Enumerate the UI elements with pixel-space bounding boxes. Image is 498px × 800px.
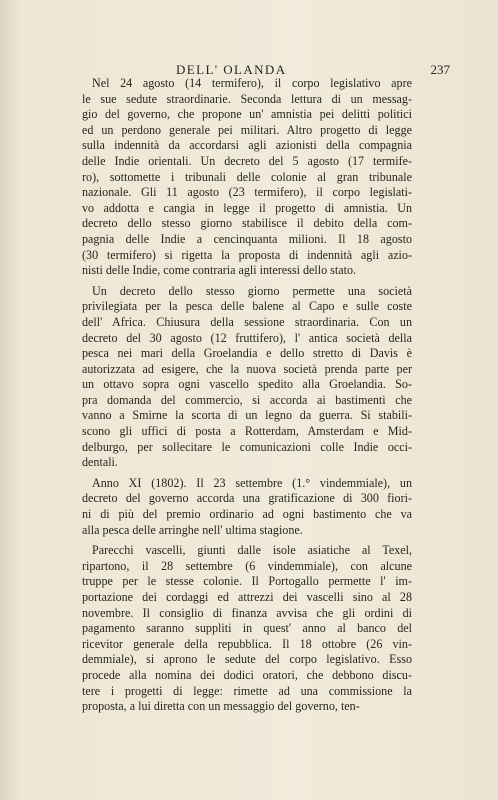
text-line: procede alla nomina dei dodici oratori, che debbono discu- — [82, 667, 412, 682]
text-line: ni di più del premio ordinario ad ogni bastimento che va — [82, 507, 412, 522]
text-line: delle Indie orientali. Un decreto del 5 agosto (17 termife- — [82, 153, 412, 168]
text-line: Anno XI (1802). Il 23 settembre (1.° vindemmiale), un — [92, 475, 412, 490]
text-line: sulla indennità da accordarsi agli azionisti della compagnia — [82, 138, 412, 153]
text-line: novembre. Il consiglio di finanza avvisa che gli ordini di — [82, 605, 412, 620]
text-line: demmiale), si aprono le sedute del corpo legislativo. Esso — [82, 652, 412, 667]
text-line: Nel 24 agosto (14 termifero), il corpo legislativo apre — [92, 76, 412, 90]
text-line: dell' Africa. Chiusura della sessione straordinaria. Con un — [82, 314, 412, 329]
paragraph — [82, 476, 412, 538]
text-line: Parecchi vascelli, giunti dalle isole asiatiche al Texel, — [92, 543, 412, 558]
text-line: (30 termifero) si rigetta la proposta di indennità agli azio- — [82, 247, 412, 262]
paragraph — [82, 543, 412, 715]
text-line: pesca nei mari della Groelandia e dello stretto di Davis è — [82, 346, 412, 361]
page-number: 237 — [430, 62, 450, 77]
text-line: truppe per le stesse colonie. Il Portogallo permette l' im- — [82, 574, 412, 589]
text-line: nisti delle Indie, come contraria agli interessi dello stato. — [82, 263, 357, 278]
text-line: dentali. — [82, 455, 118, 470]
text-line: autorizzata ad esigere, che la nuova società prenda parte per — [82, 361, 412, 376]
text-line: Un decreto dello stesso giorno permette una società — [92, 283, 412, 298]
paragraph — [82, 284, 412, 471]
text-line: le sue sedute straordinarie. Seconda lettura di un messag- — [82, 91, 412, 106]
text-line: delburgo, per sollecitare le comunicazioni colle Indie occi- — [82, 439, 412, 454]
text-line: decreto dello stesso giorno stabilisce il debito della com- — [82, 216, 412, 231]
text-line: nazionale. Gli 11 agosto (23 termifero), il corpo legislati- — [82, 185, 412, 200]
paragraph — [82, 76, 412, 279]
text-line: scono gli uffici di posta a Rotterdam, Amsterdam e Mid- — [82, 424, 412, 439]
text-line: ripartono, il 28 settembre (6 vindemmiale), con alcune — [82, 558, 412, 573]
text-line: ro), sottomette i tribunali delle colonie al gran tribunale — [82, 169, 412, 184]
text-line: pagamento saranno suppliti in quest' anno al banco del — [82, 621, 412, 636]
running-title: DELL' OLANDA — [176, 62, 287, 77]
text-line: pra domanda del commercio, si accorda ai bastimenti che — [82, 392, 412, 407]
text-line: vanno a Smirne la scorta di un legno da guerra. Si stabili- — [82, 408, 412, 423]
text-line: tere i progetti di legge: rimette ad una commissione la — [82, 683, 412, 698]
text-line: decreto del governo accorda una gratificazione di 300 fiori- — [82, 491, 412, 506]
text-line: ed un perdono generale pei militari. Altro progetto di legge — [82, 122, 412, 137]
body-text — [82, 76, 412, 715]
text-line: proposta, a lui diretta con un messaggio del governo, ten- — [82, 699, 360, 714]
text-line: portazione dei cordaggi ed attrezzi dei vascelli sino al 28 — [82, 590, 412, 604]
text-line: alla pesca delle arringhe nell' ultima stagione. — [82, 522, 303, 537]
text-line: pagnia delle Indie a cencinquanta milioni. Il 18 agosto — [82, 231, 412, 246]
text-line: decreto del 30 agosto (12 fruttifero), l' antica società della — [82, 330, 412, 345]
text-line: un ottavo sopra ogni vascello spedito alla Groelandia. So- — [82, 377, 412, 392]
text-line: vo addotta e cangia in legge il progetto di amnistia. Un — [82, 200, 412, 215]
text-line: privilegiata per la pesca delle balene al Capo e sulle coste — [82, 299, 412, 314]
text-line: gio del governo, che propone un' amnistia pei delitti politici — [82, 107, 412, 122]
text-line: ricevitor generale della repubblica. Il 18 ottobre (26 vin- — [82, 636, 412, 651]
